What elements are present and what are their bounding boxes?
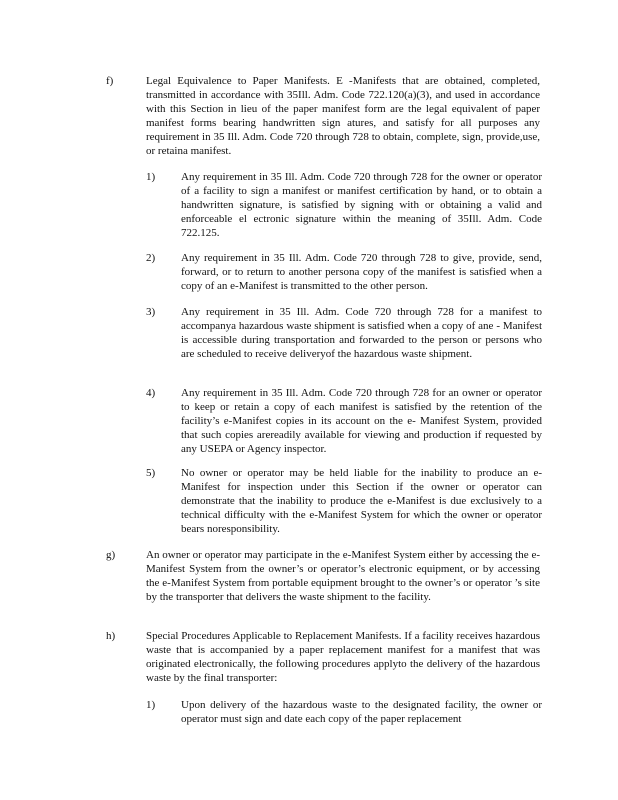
paragraph-marker: f): [106, 75, 114, 87]
item-text: Any requirement in 35 Ill. Adm. Code 720 through 728 for a manifest to accompanya hazardous waste shipment is satisfied when a copy of ane - Manifest is accessible during transportation and forwarded to the person or persons who are scheduled to receive deliveryof the hazardous waste shipment.: [181, 306, 542, 360]
item-marker: 3): [146, 306, 156, 318]
paragraph-text: Legal Equivalence to Paper Manifests. E -Manifests that are obtained, completed, transmitted in accordance with 35Ill. Adm. Code 722.120(a)(3), and used in accordance with this Section in lieu of the paper manifest form are the legal equivalent of paper manifest forms bearing handwritten sign atures, and satisfy for all purposes any requirement in 35 Ill. Adm. Code 720 through 728 to obtain, complete, sign, provide,use, or retaina manifest.: [146, 75, 540, 157]
item-text: Any requirement in 35 Ill. Adm. Code 720 through 728 to give, provide, send, forward, or to return to another persona copy of the manifest is satisfied when a copy of an e-Manifest is transmitted to the other person.: [181, 252, 542, 292]
item-marker: 4): [146, 387, 156, 399]
item-text: No owner or operator may be held liable for the inability to produce an e- Manifest for inspection under this Section if the owner or operator can demonstrate that the inability to produce the e-Manifest is due exclusively to a technical difficulty with the e-Manifest System for which the owner or operator bears noresponsibility.: [181, 467, 542, 535]
paragraph-text: An owner or operator may participate in the e-Manifest System either by accessing the e-Manifest System from the owner’s or operator’s electronic equipment, or by accessing the e-Manifest System from portable equipment brought to the owner’s or operator ’s site by the transporter that delivers the waste shipment to the facility.: [146, 549, 540, 603]
item-marker: 5): [146, 467, 156, 479]
item-text: Any requirement in 35 Ill. Adm. Code 720 through 728 for the owner or operator of a facility to sign a manifest or manifest certification by hand, or to obtain a handwritten signature, is satisfied by signing with or obtaining a valid and enforceable el ectronic signature within the meaning of 35Ill. Adm. Code 722.125.: [181, 171, 542, 239]
item-marker: 2): [146, 252, 156, 264]
paragraph-marker: h): [106, 630, 116, 642]
paragraph-text: Special Procedures Applicable to Replacement Manifests. If a facility receives hazardous waste that is accompanied by a paper replacement manifest for a manifest that was originated electronically, the following procedures applyto the delivery of the hazardous waste by the final transporter:: [146, 630, 540, 684]
paragraph-marker: g): [106, 549, 116, 561]
item-text: Upon delivery of the hazardous waste to the designated facility, the owner or operator must sign and date each copy of the paper replacement: [181, 699, 542, 725]
item-marker: 1): [146, 699, 156, 711]
item-marker: 1): [146, 171, 156, 183]
item-text: Any requirement in 35 Ill. Adm. Code 720 through 728 for an owner or operator to keep or retain a copy of each manifest is satisfied by the retention of the facility’s e-Manifest copies in its account on the e- Manifest System, provided that such copies arereadily available for viewing and production if requested by any USEPA or Agency inspector.: [181, 387, 542, 455]
